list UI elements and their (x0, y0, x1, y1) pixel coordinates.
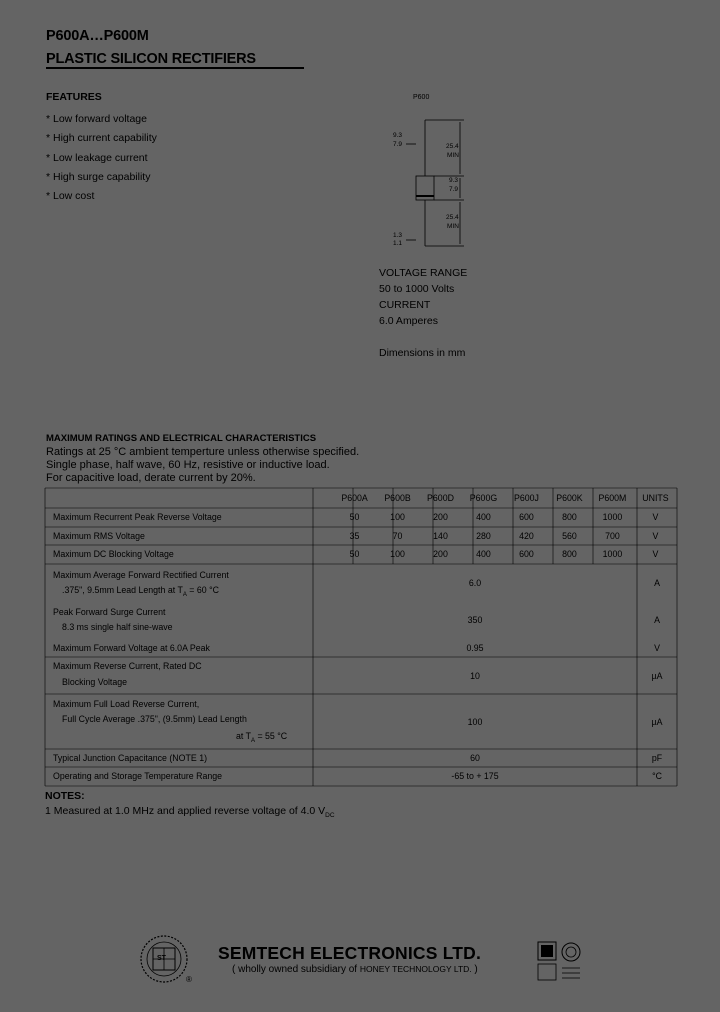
ratings-heading: MAXIMUM RATINGS AND ELECTRICAL CHARACTERISTICS (46, 433, 317, 444)
subsidiary-post: ) (471, 964, 478, 975)
full-load-value: 100 (467, 717, 483, 727)
full-load-cond-post: = 55 °C (255, 731, 288, 741)
full-load-label: Maximum Full Load Reverse Current, (53, 699, 200, 709)
ratings-intro-line: For capacitive load, derate current by 20%. (46, 472, 256, 484)
param-label: Maximum Recurrent Peak Reverse Voltage (53, 512, 222, 523)
surge-current-value: 350 (467, 615, 483, 625)
notes-heading: NOTES: (45, 790, 85, 802)
dim-lead-max: 9.3 (393, 132, 403, 139)
column-header: P600J (514, 493, 539, 503)
avg-current-value: 6.0 (468, 578, 482, 588)
page-subtitle: PLASTIC SILICON RECTIFIERS (46, 51, 256, 67)
avg-current-cond-sub: A (182, 591, 187, 598)
registered-mark: ® (186, 975, 192, 984)
cell-value: 400 (476, 512, 491, 523)
feature-item: * Low forward voltage (46, 113, 147, 125)
cell-value: 1000 (602, 549, 623, 560)
voltage-range-value: 50 to 1000 Volts (379, 283, 455, 295)
reverse-current-label: Maximum Reverse Current, Rated DC (53, 661, 202, 671)
avg-current-condition (62, 585, 219, 598)
company-name: SEMTECH ELECTRONICS LTD. (218, 943, 482, 963)
temperature-label: Operating and Storage Temperature Range (53, 771, 223, 781)
capacitance-unit: pF (651, 753, 663, 763)
avg-current-cond-post: = 60 °C (186, 585, 219, 595)
reverse-current-value: 10 (470, 671, 480, 681)
surge-current-unit: A (654, 615, 660, 625)
avg-current-label: Maximum Average Forward Rectified Current (53, 570, 229, 580)
logo-mark-text: ST (157, 955, 166, 962)
surge-current-condition: 8.3 ms single half sine-wave (62, 622, 173, 632)
feature-item: * Low leakage current (46, 152, 148, 164)
current-value: 6.0 Amperes (379, 315, 438, 327)
column-header: P600M (598, 493, 627, 503)
reverse-current-label-2: Blocking Voltage (62, 677, 128, 687)
cell-value: 35 (349, 530, 360, 541)
surge-current-label: Peak Forward Surge Current (53, 607, 166, 617)
capacitance-value: 60 (470, 753, 480, 763)
feature-item: * High surge capability (46, 171, 151, 183)
temperature-value: -65 to + 175 (451, 771, 499, 781)
subsidiary-line (232, 964, 478, 975)
cell-value: 560 (562, 530, 577, 541)
column-header: P600K (556, 493, 583, 503)
certification-mark-icon (536, 940, 584, 984)
subsidiary-name: HONEY TECHNOLOGY LTD. (359, 964, 472, 974)
package-name: P600 (413, 94, 430, 101)
unit-cell: V (652, 549, 659, 560)
cell-value: 200 (433, 512, 448, 523)
full-load-cond-sub: A (251, 737, 256, 744)
param-label: Maximum RMS Voltage (53, 530, 145, 541)
cell-value: 70 (392, 530, 403, 541)
column-header: P600A (341, 493, 368, 503)
forward-voltage-unit: V (654, 643, 660, 653)
cell-value: 600 (519, 549, 534, 560)
ratings-intro-line: Ratings at 25 °C ambient temperture unless otherwise specified. (46, 446, 360, 458)
dim-body-min: 7.9 (449, 186, 459, 193)
full-load-unit: µA (651, 717, 663, 727)
cell-value: 50 (349, 512, 360, 523)
features-heading: FEATURES (46, 91, 102, 103)
full-load-label-2: Full Cycle Average .375", (9.5mm) Lead Length (62, 714, 247, 724)
feature-item: * Low cost (46, 190, 95, 202)
forward-voltage-value: 0.95 (466, 643, 484, 653)
column-header: P600B (384, 493, 411, 503)
cell-value: 280 (476, 530, 491, 541)
forward-voltage-label: Maximum Forward Voltage at 6.0A Peak (53, 643, 210, 653)
dimensions-note: Dimensions in mm (379, 347, 466, 359)
part-range-title: P600A…P600M (46, 28, 149, 44)
dim-wire-max: 1.3 (393, 232, 403, 239)
ratings-intro-line: Single phase, half wave, 60 Hz, resistive or inductive load. (46, 459, 330, 471)
full-load-cond-text: at T (236, 731, 251, 741)
voltage-range-label: VOLTAGE RANGE (379, 267, 468, 279)
units-header: UNITS (642, 493, 669, 503)
dim-lead-min: 7.9 (393, 141, 403, 148)
dim-body-max: 9.3 (449, 177, 459, 184)
cell-value: 100 (390, 549, 405, 560)
cell-value: 400 (476, 549, 491, 560)
column-header: P600G (469, 493, 498, 503)
dim-lead-length-1: 25.4 (446, 143, 459, 150)
dim-wire-min: 1.1 (393, 240, 403, 247)
current-label: CURRENT (379, 299, 431, 311)
cell-value: 800 (562, 549, 577, 560)
dim-lead-length-2-min: MIN (447, 223, 459, 230)
full-load-condition (236, 731, 287, 744)
avg-current-cond-text: .375", 9.5mm Lead Length at T (62, 585, 183, 595)
dim-lead-length-1-min: MIN (447, 152, 459, 159)
cell-value: 100 (390, 512, 405, 523)
note-1-sub: DC (325, 812, 335, 820)
temperature-unit: °C (652, 771, 662, 781)
reverse-current-unit: µA (651, 671, 663, 681)
column-header: P600D (427, 493, 454, 503)
cell-value: 1000 (602, 512, 623, 523)
param-label: Maximum DC Blocking Voltage (53, 549, 174, 560)
cell-value: 200 (433, 549, 448, 560)
cell-value: 140 (433, 530, 448, 541)
unit-cell: V (652, 512, 659, 523)
cell-value: 800 (562, 512, 577, 523)
cell-value: 50 (349, 549, 360, 560)
note-1 (45, 805, 335, 819)
note-1-text: 1 Measured at 1.0 MHz and applied reverse voltage of 4.0 V (45, 805, 326, 817)
dim-lead-length-2: 25.4 (446, 214, 459, 221)
subsidiary-pre: ( wholly owned subsidiary of (232, 964, 360, 975)
avg-current-unit: A (654, 578, 660, 588)
unit-cell: V (652, 530, 659, 541)
cell-value: 700 (605, 530, 620, 541)
cell-value: 420 (519, 530, 534, 541)
capacitance-label: Typical Junction Capacitance (NOTE 1) (53, 753, 208, 763)
feature-item: * High current capability (46, 132, 157, 144)
cell-value: 600 (519, 512, 534, 523)
